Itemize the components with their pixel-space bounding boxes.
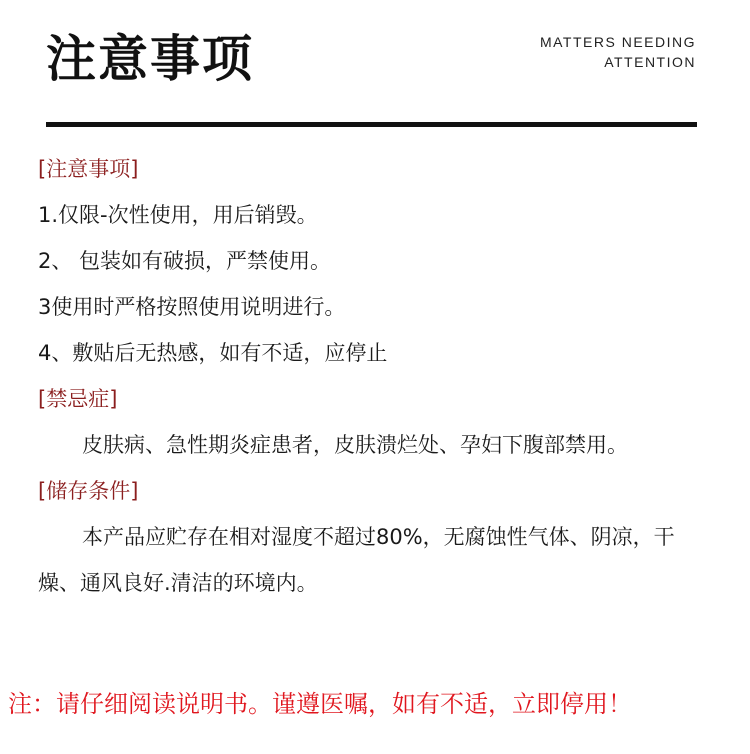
contraindications-text: 皮肤病、急性期炎症患者，皮肤溃烂处、孕妇下腹部禁用。 [82, 433, 628, 457]
warning-footer: 注：请仔细阅读说明书。谨遵医嘱，如有不适，立即停用！ [8, 690, 632, 718]
notes-heading: [注意事项] [38, 157, 139, 181]
notes-item-2: 2、 包装如有破损，严禁使用。 [38, 249, 332, 273]
notes-item-4: 4、敷贴后无热感，如有不适，应停止 [38, 341, 388, 365]
notes-item-1: 1.仅限-次性使用，用后销毁。 [38, 203, 318, 227]
header-divider [46, 122, 697, 127]
contraindications-heading: [禁忌症] [38, 387, 118, 411]
notes-item-3: 3使用时严格按照使用说明进行。 [38, 295, 346, 319]
subtitle-line-2: ATTENTION [604, 54, 696, 70]
page-subtitle [540, 32, 696, 72]
document-body [38, 146, 698, 606]
page-title: 注意事项 [46, 30, 254, 88]
storage-heading: [储存条件] [38, 479, 139, 503]
storage-text: 本产品应贮存在相对湿度不超过80%，无腐蚀性气体、阴凉，干燥、通风良好.清洁的环境内。 [38, 525, 675, 595]
subtitle-line-1: MATTERS NEEDING [539, 34, 696, 50]
